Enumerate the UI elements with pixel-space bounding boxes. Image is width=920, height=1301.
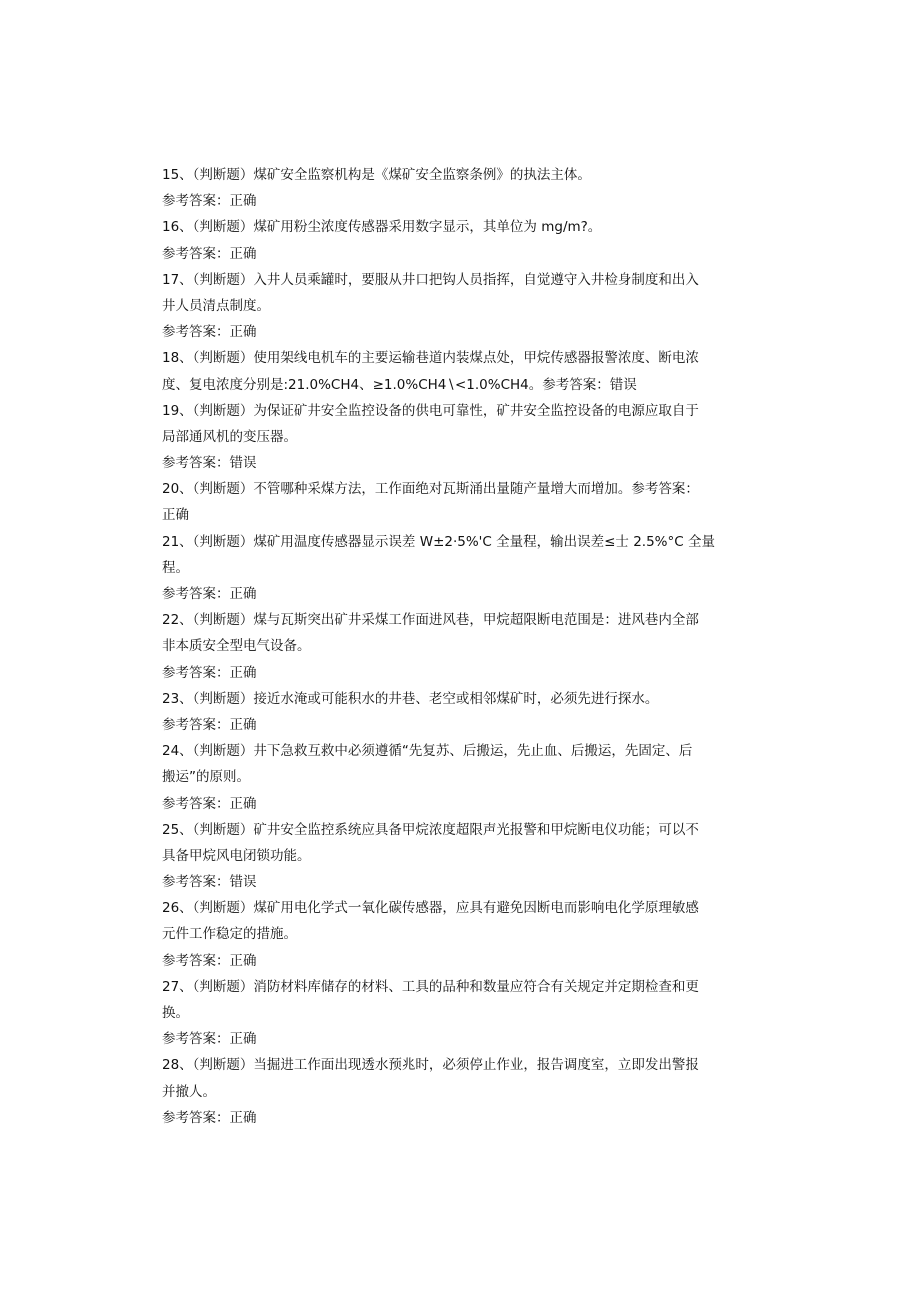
text-line: 17、（判断题）入井人员乘罐时，要服从井口把钩人员指挥，自觉遵守入井检身制度和出入	[162, 271, 699, 288]
text-line: 15、（判断题）煤矿安全监察机构是《煤矿安全监察条例》的执法主体。	[162, 167, 591, 183]
text-line: 19、（判断题）为保证矿井安全监控设备的供电可靠性，矿井安全监控设备的电源应取自于	[162, 402, 699, 419]
text-line: 21、（判断题）煤矿用温度传感器显示误差 W±2·5%'C 全量程，输出误差≤士 2.5%°C 全量	[162, 533, 715, 550]
text-line: 具备甲烷风电闭锁功能。	[162, 847, 311, 864]
text-line: 22、（判断题）煤与瓦斯突出矿井采煤工作面进风巷，甲烷超限断电范围是：进风巷内全部	[162, 612, 699, 629]
text-line: 参考答案：正确	[162, 664, 257, 681]
text-line: 度、复电浓度分别是:21.0%CH4、≥1.0%CH4∖<1.0%CH4。参考答案：错误	[162, 376, 637, 393]
text-line: 参考答案：正确	[162, 193, 257, 210]
text-line: 参考答案：正确	[162, 1109, 257, 1126]
text-line: 并撤人。	[162, 1083, 216, 1100]
text-line: 20、（判断题）不管哪种采煤方法，工作面绝对瓦斯涌出量随产量增大而增加。参考答案：	[162, 481, 699, 498]
text-line: 参考答案：正确	[162, 1031, 257, 1048]
text-line: 非本质安全型电气设备。	[162, 638, 311, 655]
text-line: 25、（判断题）矿井安全监控系统应具备甲烷浓度超限声光报警和甲烷断电仪功能；可以不	[162, 821, 699, 838]
text-line: 参考答案：正确	[162, 245, 257, 262]
text-line: 参考答案：正确	[162, 795, 257, 812]
text-line: 26、（判断题）煤矿用电化学式一氧化碳传感器，应具有避免因断电而影响电化学原理敏感	[162, 900, 699, 917]
text-line: 程。	[162, 559, 189, 576]
text-line: 元件工作稳定的措施。	[162, 926, 297, 943]
text-line: 参考答案：正确	[162, 586, 257, 602]
text-line: 换。	[162, 1005, 189, 1021]
text-line: 搬运”的原则。	[162, 769, 250, 786]
document-body	[162, 162, 752, 1131]
text-line: 23、（判断题）接近水淹或可能积水的井巷、老空或相邻煤矿时，必须先进行探水。	[162, 690, 659, 707]
text-line: 井人员清点制度。	[162, 297, 270, 314]
text-line: 局部通风机的变压器。	[162, 428, 297, 445]
text-line: 参考答案：正确	[162, 716, 257, 733]
text-line: 24、（判断题）井下急救互救中必须遵循“先复苏、后搬运，先止血、后搬运，先固定、后	[162, 743, 693, 760]
text-line: 参考答案：正确	[162, 952, 257, 969]
text-line: 18、（判断题）使用架线电机车的主要运输巷道内装煤点处，甲烷传感器报警浓度、断电浓	[162, 350, 699, 367]
text-line: 参考答案：错误	[162, 455, 257, 472]
text-line: 27、（判断题）消防材料库储存的材料、工具的品种和数量应符合有关规定并定期检查和更	[162, 978, 699, 995]
text-line: 参考答案：错误	[162, 874, 257, 891]
text-line: 28、（判断题）当掘进工作面出现透水预兆时，必须停止作业，报告调度室，立即发出警报	[162, 1057, 699, 1074]
text-line: 参考答案：正确	[162, 324, 257, 341]
text-line: 16、（判断题）煤矿用粉尘浓度传感器采用数字显示，其单位为 mg/m?。	[162, 219, 602, 236]
text-line: 正确	[162, 507, 189, 524]
